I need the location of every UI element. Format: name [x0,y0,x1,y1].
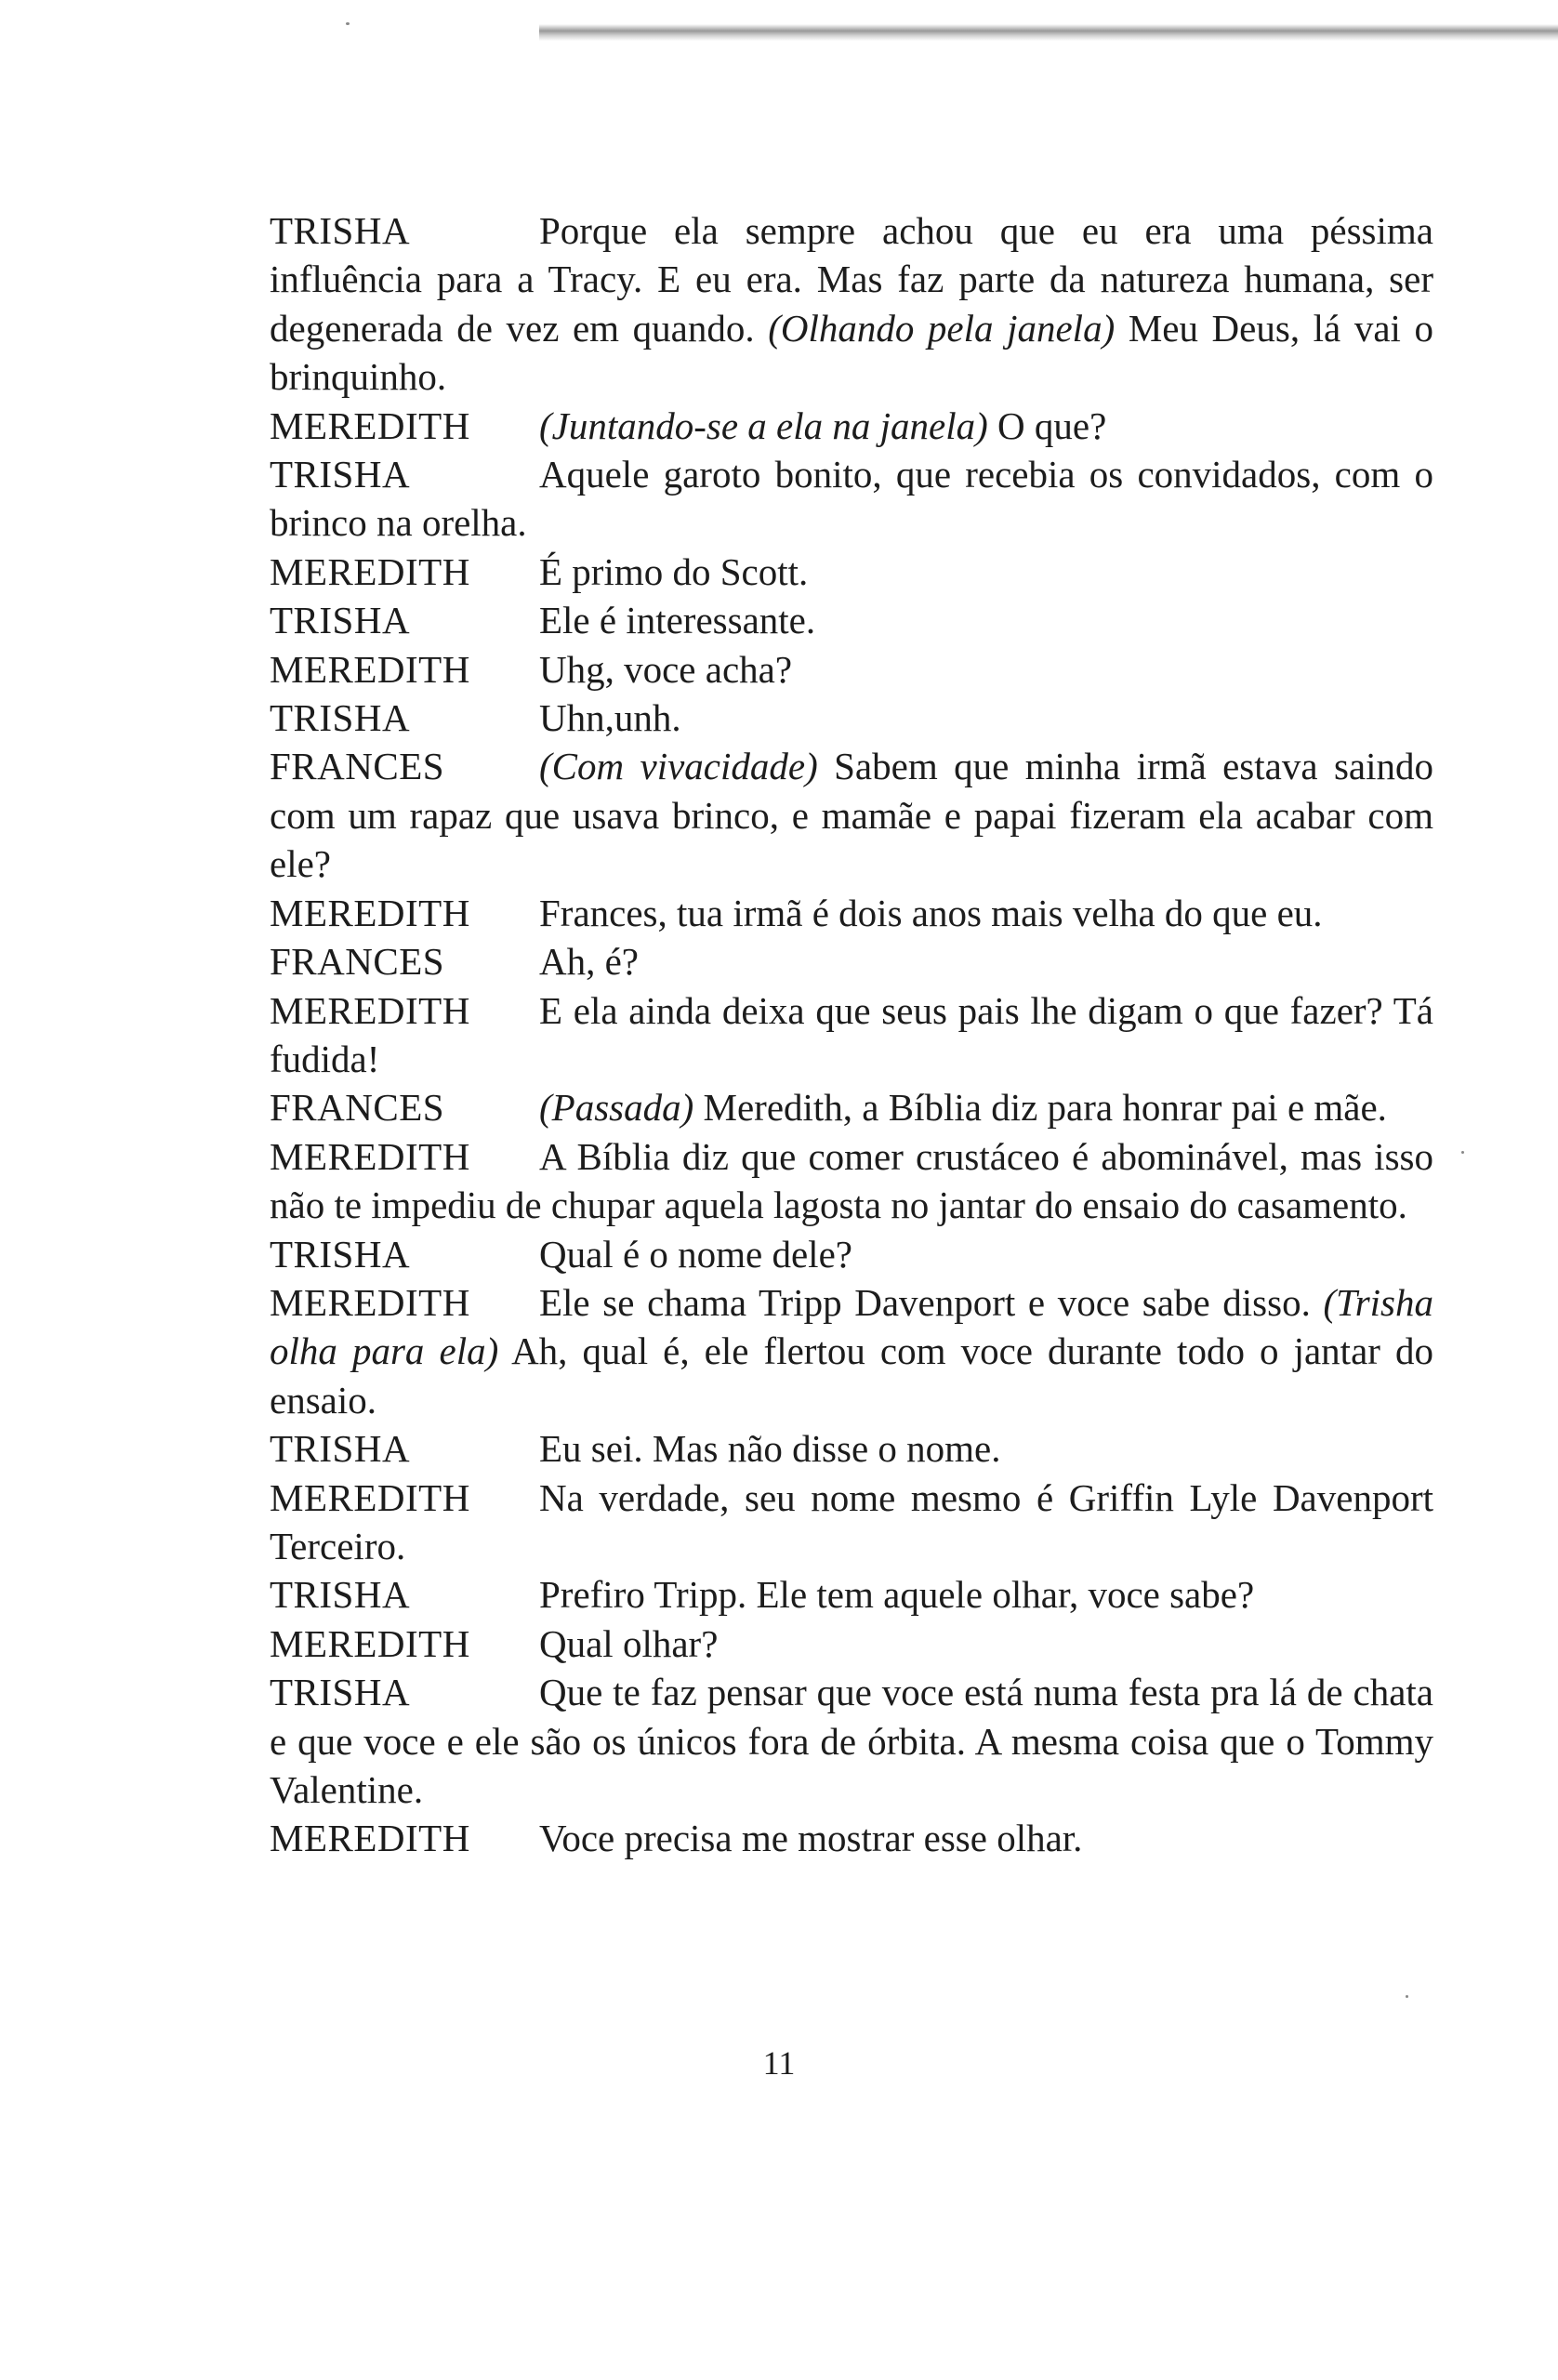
dialogue-text: Meu Deus, lá vai o brinquinho. [270,306,1433,399]
speaker-name: TRISHA [270,1671,411,1714]
speaker-name: MEREDITH [270,988,470,1032]
speaker-name: TRISHA [270,1427,411,1471]
stage-direction: (Com vivacidade) [539,745,818,788]
speaker-name: TRISHA [270,599,411,642]
script-line [270,596,1433,644]
script-line [270,1424,1433,1473]
script-line [270,1278,1433,1424]
speaker-name: MEREDITH [270,1817,470,1860]
play-script-text [270,206,1433,1863]
speaker-name: TRISHA [270,696,411,740]
stage-direction: (Trisha olha para ela) [270,1280,1433,1373]
speaker-name: TRISHA [270,1573,411,1617]
script-line [270,742,1433,888]
script-line [270,1570,1433,1619]
dialogue-text: Voce precisa me mostrar esse olhar. [539,1817,1083,1860]
script-line [270,1668,1433,1814]
script-line [270,206,1433,402]
dialogue-text: Qual é o nome dele? [539,1232,852,1276]
dialogue-text: Frances, tua irmã é dois anos mais velha do que eu. [539,891,1323,934]
script-line [270,1814,1433,1862]
scan-top-edge-shadow [539,24,1558,41]
script-line [270,402,1433,450]
script-line [270,937,1433,985]
dialogue-text: Eu sei. Mas não disse o nome. [539,1427,1001,1471]
speaker-name: FRANCES [270,745,445,788]
dialogue-text: É primo do Scott. [539,549,809,593]
scan-speck [1461,1151,1464,1154]
stage-direction: (Passada) [539,1086,694,1130]
dialogue-text: Ele se chama Tripp Davenport e voce sabe disso. [539,1280,1324,1324]
stage-direction: (Olhando pela janela) [768,306,1116,350]
speaker-name: MEREDITH [270,1134,470,1178]
script-line [270,1474,1433,1571]
speaker-name: MEREDITH [270,891,470,934]
script-line [270,548,1433,596]
dialogue-text: Que te faz pensar que voce está numa festa pra lá de chata e que voce e ele são os únicos fora de órbita. A mesma coisa que o Tommy Valentine. [270,1671,1433,1811]
scan-speck [1406,1995,1408,1998]
stage-direction: (Juntando-se a ela na janela) [539,403,988,447]
script-line [270,645,1433,694]
dialogue-text: Porque ela sempre achou que eu era uma péssima influência para a Tracy. E eu era. Mas faz parte da natureza humana, ser degenerada de vez em quando. [270,209,1433,350]
dialogue-text: Meredith, a Bíblia diz para honrar pai e mãe. [693,1086,1387,1130]
dialogue-text: Sabem que minha irmã estava saindo com um rapaz que usava brinco, e mamãe e papai fizeram ela acabar com ele? [270,745,1433,886]
dialogue-text: O que? [987,403,1107,447]
script-line [270,889,1433,937]
speaker-name: FRANCES [270,940,445,984]
script-line [270,1132,1433,1230]
dialogue-text: Ele é interessante. [539,599,816,642]
dialogue-text: Ah, qual é, ele flertou com voce durante todo o jantar do ensaio. [270,1329,1434,1421]
script-line [270,1620,1433,1668]
script-line [270,694,1433,742]
dialogue-text: E ela ainda deixa que seus pais lhe digam o que fazer? Tá fudida! [270,988,1433,1080]
page-number: 11 [762,2044,796,2082]
dialogue-text: Aquele garoto bonito, que recebia os convidados, com o brinco na orelha. [270,453,1433,545]
speaker-name: FRANCES [270,1086,445,1130]
speaker-name: MEREDITH [270,647,470,691]
dialogue-text: Ah, é? [539,940,640,984]
dialogue-text: Uhn,unh. [539,696,681,740]
dialogue-text: Qual olhar? [539,1621,719,1665]
script-line [270,1230,1433,1278]
speaker-name: TRISHA [270,453,411,496]
speaker-name: MEREDITH [270,549,470,593]
speaker-name: TRISHA [270,1232,411,1276]
script-line [270,450,1433,548]
dialogue-text: Prefiro Tripp. Ele tem aquele olhar, voce sabe? [539,1573,1255,1617]
speaker-name: MEREDITH [270,1280,470,1324]
speaker-name: MEREDITH [270,403,470,447]
dialogue-text: Uhg, voce acha? [539,647,793,691]
speaker-name: TRISHA [270,209,411,252]
scan-speck [346,22,350,25]
script-line [270,986,1433,1084]
script-line [270,1083,1433,1131]
dialogue-text: A Bíblia diz que comer crustáceo é abominável, mas isso não te impediu de chupar aquela lagosta no jantar do ensaio do casamento. [270,1134,1433,1227]
dialogue-text: Na verdade, seu nome mesmo é Griffin Lyle Davenport Terceiro. [270,1475,1433,1567]
speaker-name: MEREDITH [270,1475,470,1519]
speaker-name: MEREDITH [270,1621,470,1665]
